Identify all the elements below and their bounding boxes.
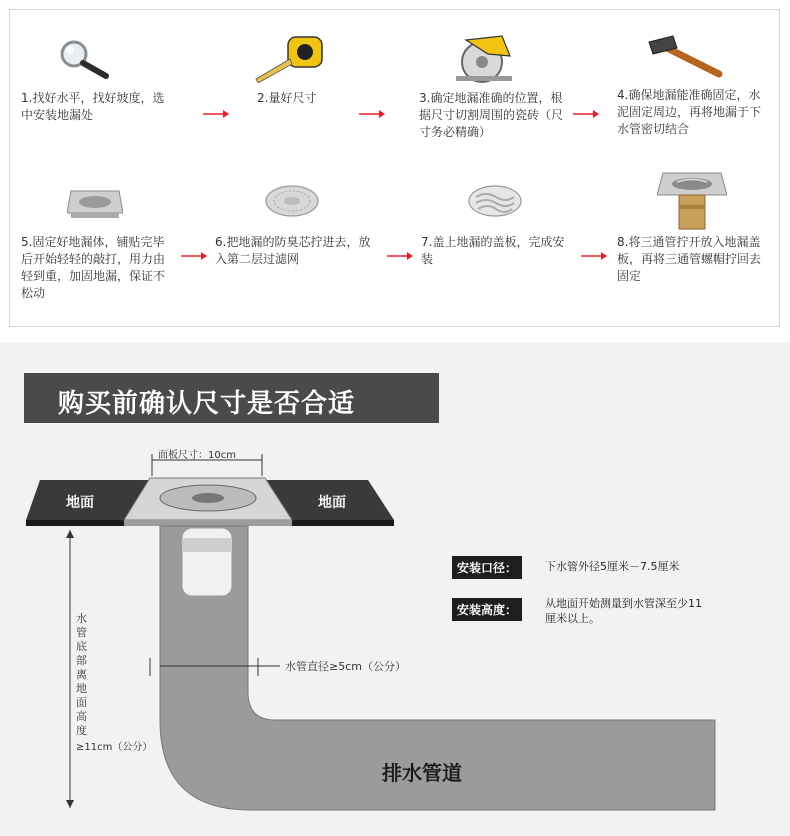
step-2-text: 2.量好尺寸 [257, 91, 317, 105]
diagram-title: 购买前确认尺寸是否合适 [58, 389, 356, 419]
spec-height-label: 安装高度： [452, 598, 522, 621]
step-4-text: 4.确保地漏能准确固定，水泥固定周边，再将地漏于下水管密切结合 [617, 88, 762, 136]
drain-cover-icon [466, 183, 524, 219]
ground-label-left: 地面 [66, 495, 94, 511]
step-8-text: 8.将三通管拧开放入地漏盖板，再将三通管螺帽拧回去固定 [617, 235, 762, 283]
spec-height-value: 从地面开始测量到水管深至少11厘米以上。 [545, 597, 702, 625]
spec-caliber-value: 下水管外径5厘米－7.5厘米 [545, 560, 680, 573]
tape-measure-icon [250, 33, 330, 83]
arrow-right-icon [581, 251, 607, 261]
step-6-text: 6.把地漏的防臭芯拧进去，放入第二层过滤网 [215, 235, 371, 266]
circular-saw-icon [452, 30, 518, 84]
drain-assembly-icon [657, 167, 727, 231]
spec-caliber-label: 安装口径： [452, 556, 522, 579]
hammer-icon [645, 34, 723, 80]
depth-value: ≥11cm（公分） [76, 742, 153, 753]
step-1-text: 1.找好水平，找好坡度，选中安装地漏处 [21, 91, 165, 122]
diagram-title-banner [24, 373, 439, 423]
magnifier-icon [56, 38, 116, 82]
arrow-right-icon [203, 109, 229, 119]
panel-size-label: 面板尺寸：10cm [158, 450, 236, 461]
step-3-text: 3.确定地漏准确的位置，根据尺寸切割周围的瓷砖（尺寸务必精确） [419, 91, 564, 139]
pipe-diameter-label: 水管直径≥5cm（公分） [285, 660, 406, 673]
arrow-right-icon [387, 251, 413, 261]
round-filter-icon [263, 183, 321, 219]
arrow-right-icon [573, 109, 599, 119]
depth-label: 水管底部离地面高度 [76, 612, 87, 737]
arrow-right-icon [181, 251, 207, 261]
arrow-right-icon [359, 109, 385, 119]
square-drain-icon [67, 183, 123, 223]
step-7-text: 7.盖上地漏的盖板，完成安装 [421, 235, 565, 266]
ground-label-right: 地面 [318, 495, 346, 511]
step-5-text: 5.固定好地漏体，铺贴完毕后开始轻轻的敲打，用力由轻到重，加固地漏，保证不松动 [21, 235, 166, 300]
drain-pipe-label: 排水管道 [382, 761, 462, 785]
